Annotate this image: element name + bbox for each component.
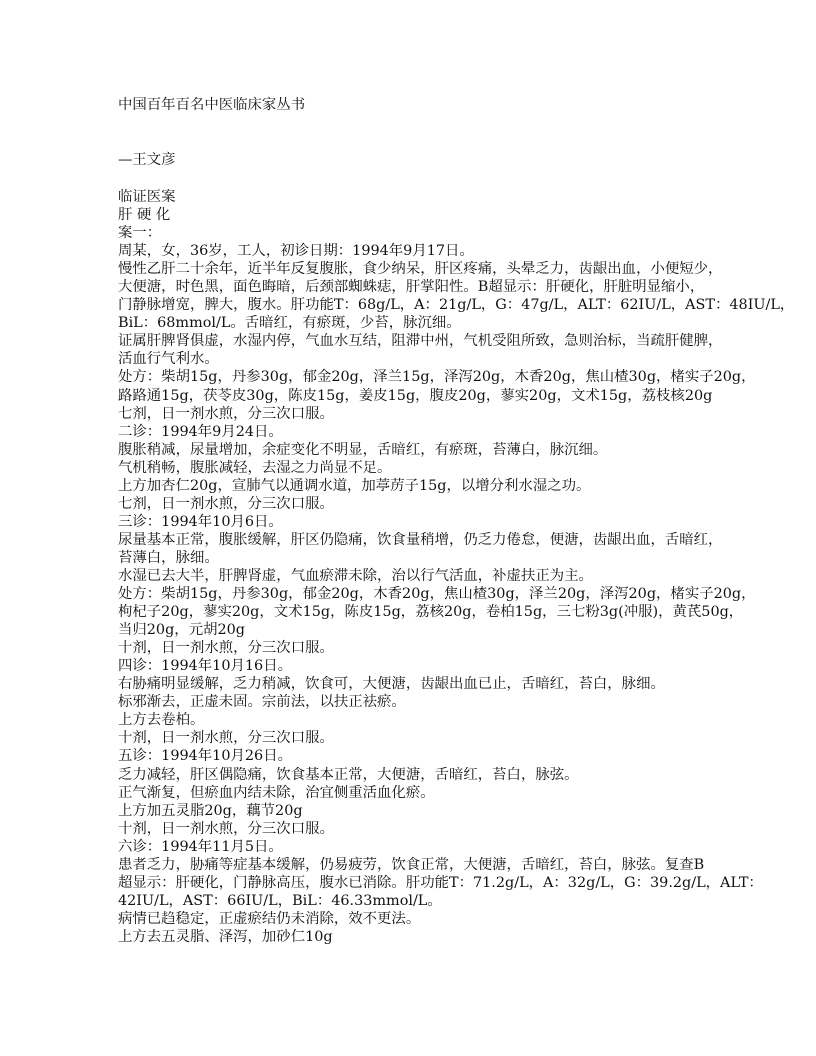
text-line: 乏力减轻，肝区偶隐痛，饮食基本正常，大便溏，舌暗红，苔白，脉弦。: [118, 766, 579, 783]
text-line: 三诊：1994年10月6日。: [118, 513, 283, 530]
text-line: 七剂，日一剂水煎，分三次口服。: [118, 495, 334, 512]
text-line: 路路通15g，茯苓皮30g，陈皮15g，姜皮15g，腹皮20g，蓼实20g，文术15g，荔枝核20g: [118, 387, 713, 404]
text-line: 当归20g，元胡20g: [118, 622, 246, 639]
case-record-body: [118, 188, 794, 946]
text-line: 气机稍畅，腹胀减轻，去湿之力尚显不足。: [118, 459, 392, 476]
text-line: 苔薄白，脉细。: [118, 549, 219, 566]
text-line: 上方加杏仁20g，宣肺气以通调水道，加葶苈子15g，以增分利水湿之功。: [118, 477, 591, 494]
text-line: 腹胀稍减，尿量增加，余症变化不明显，舌暗红，有瘀斑，苔薄白，脉沉细。: [118, 441, 608, 458]
text-line: 右胁痛明显缓解，乏力稍减，饮食可，大便溏，齿龈出血已止，舌暗红，苔白，脉细。: [118, 676, 665, 693]
text-line: 慢性乙肝二十余年，近半年反复腹胀，食少纳呆，肝区疼痛，头晕乏力，齿龈出血，小便短少，: [118, 261, 723, 278]
text-line: 大便溏，时色黑，面色晦暗，后颈部蜘蛛痣，肝掌阳性。B超显示：肝硬化，肝脏明显缩小，: [118, 279, 705, 296]
text-line: 门静脉增宽，脾大，腹水。肝功能T：68g/L，A：21g/L，G：47g/L，ALT：62IU/L，AST：48IU/L，: [118, 297, 795, 314]
text-line: 十剂，日一剂水煎，分三次口服。: [118, 640, 334, 657]
text-line: 四诊：1994年10月16日。: [118, 658, 292, 675]
text-line: 患者乏力，胁痛等症基本缓解，仍易疲劳，饮食正常，大便溏，舌暗红，苔白，脉弦。复查B: [118, 856, 705, 873]
text-line: 二诊：1994年9月24日。: [118, 423, 283, 440]
text-line: 病情已趋稳定，正虚瘀结仍未消除，效不更法。: [118, 910, 421, 927]
text-line: 处方：柴胡15g，丹参30g，郁金20g，木香20g，焦山楂30g，泽兰20g，泽泻20g，楮实子20g，: [118, 586, 756, 603]
text-line: 正气渐复，但瘀血内结未除，治宜侧重活血化瘀。: [118, 784, 435, 801]
text-line: 案一：: [118, 225, 162, 242]
author-line: —王文彦: [118, 152, 176, 168]
text-line: 上方去五灵脂、泽泻，加砂仁10g: [118, 928, 333, 945]
text-line: 处方：柴胡15g，丹参30g，郁金20g，泽兰15g，泽泻20g，木香20g，焦山楂30g，楮实子20g，: [118, 369, 756, 386]
text-line: 上方加五灵脂20g，藕节20g: [118, 802, 303, 819]
text-line: 水湿已去大半，肝脾肾虚，气血瘀滞未除，治以行气活血，补虚扶正为主。: [118, 567, 593, 584]
text-line: 肝 硬 化: [118, 207, 171, 224]
text-line: 枸杞子20g，蓼实20g，文术15g，陈皮15g，荔核20g，卷柏15g，三七粉3g(冲服)，黄芪50g，: [118, 604, 744, 621]
text-line: 尿量基本正常，腹胀缓解，肝区仍隐痛，饮食量稍增，仍乏力倦怠，便溏，齿龈出血，舌暗红，: [118, 531, 723, 548]
text-line: 超显示：肝硬化，门静脉高压，腹水已消除。肝功能T：71.2g/L，A：32g/L，G：39.2g/L，ALT：: [118, 874, 763, 891]
text-line: 十剂，日一剂水煎，分三次口服。: [118, 730, 334, 747]
series-title: 中国百年百名中医临床家丛书: [118, 97, 306, 113]
text-line: 六诊：1994年11月5日。: [118, 838, 283, 855]
text-line: 活血行气利水。: [118, 351, 219, 368]
text-line: 十剂，日一剂水煎，分三次口服。: [118, 820, 334, 837]
text-line: 临证医案: [118, 189, 176, 205]
text-line: 42IU/L，AST：66IU/L，BiL：46.33mmol/L。: [118, 892, 442, 909]
text-line: 五诊：1994年10月26日。: [118, 748, 292, 765]
text-line: BiL：68mmol/L。舌暗红，有瘀斑，少苔，脉沉细。: [118, 315, 461, 332]
text-line: 七剂，日一剂水煎，分三次口服。: [118, 405, 334, 422]
text-line: 证属肝脾肾俱虚，水湿内停，气血水互结，阻滞中州，气机受阻所致，急则治标，当疏肝健脾，: [118, 333, 723, 350]
text-line: 周某，女，36岁，工人，初诊日期：1994年9月17日。: [118, 243, 474, 260]
text-line: 标邪渐去，正虚未固。宗前法，以扶正祛瘀。: [118, 694, 406, 711]
text-line: 上方去卷柏。: [118, 712, 205, 729]
